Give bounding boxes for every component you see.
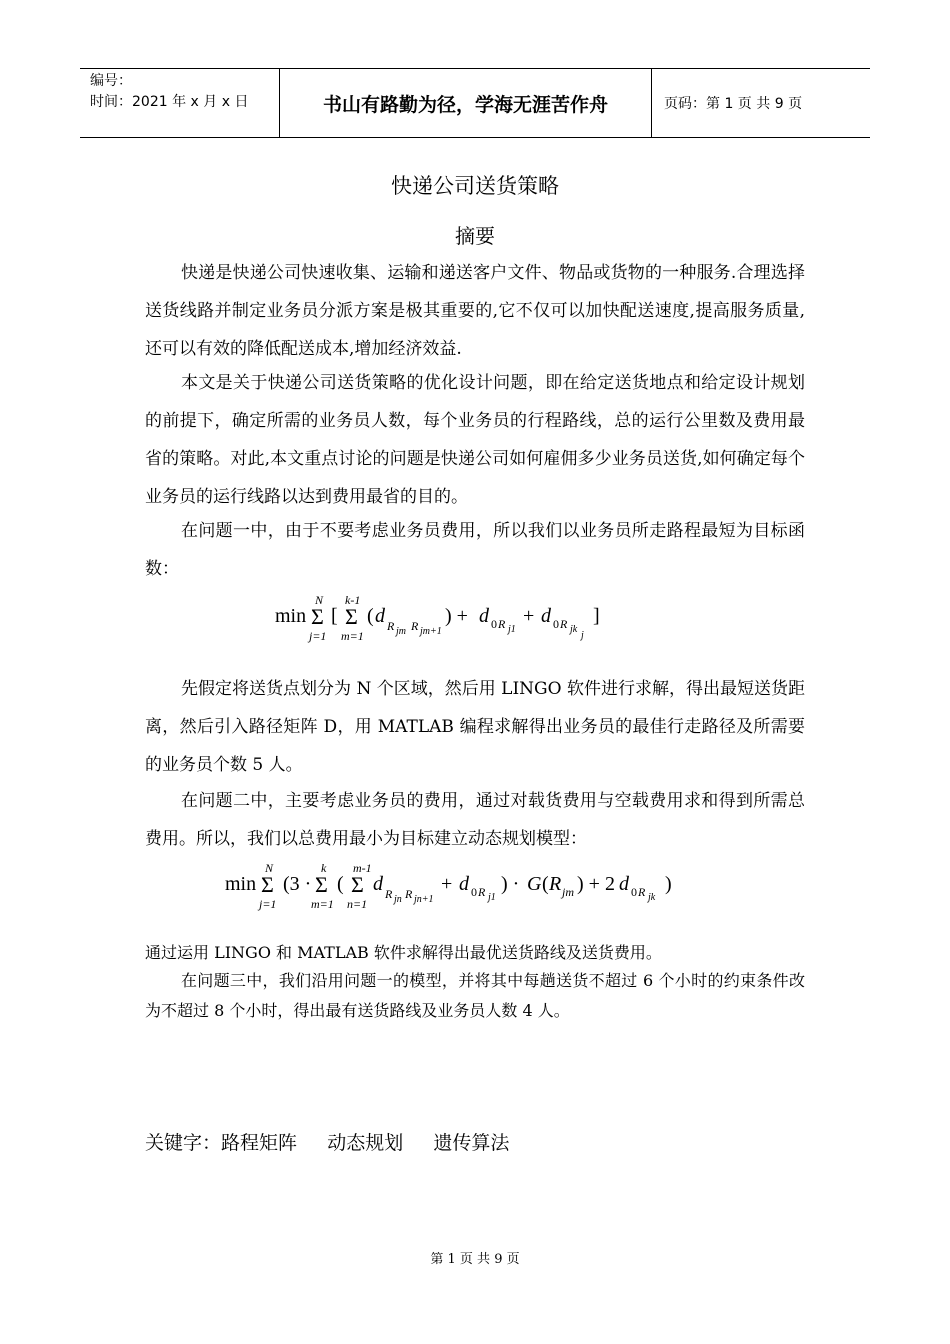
svg-text:R: R [405,887,413,901]
svg-text:R: R [385,887,393,901]
svg-text:jm: jm [396,626,406,637]
svg-text:0: 0 [631,885,637,899]
paragraph-intro: 快递是快递公司快速收集、运输和递送客户文件、物品或货物的一种服务.合理选择送货线路并制定业务员分派方案是极其重要的,它不仅可以加快配送速度,提高服务质量,还可以有效的降低配送成本,增加经济效益. [145,263,805,359]
abstract-heading: 摘要 [455,224,495,248]
svg-text:k: k [321,861,327,875]
svg-text:j=1: j=1 [309,629,327,643]
svg-text:R: R [560,617,568,631]
paragraph-overview: 本文是关于快递公司送货策略的优化设计问题，即在给定送货地点和给定设计规划的前提下，确定所需的业务员人数，每个业务员的行程路线，总的运行公里数及费用最省的策略。对此,本文重点讨论的问题是快递公司如何雇佣多少业务员送货,如何确定每个业务员的运行线路以达到费用最省的目的。 [145,373,805,507]
header-page-label: 页码：第 1 页 共 9 页 [664,96,803,112]
paragraph-problem-one: 在问题一中，由于不要考虑业务员费用，所以我们以业务员所走路程最短为目标函数： [145,521,805,579]
paragraph-solution-one: 先假定将送货点划分为 N 个区域，然后用 LINGO 软件进行求解，得出最短送货距离，然后引入路径矩阵 D，用 MATLAB 编程求解得出业务员的最佳行走路径及所需要的业务员个数 5 人。 [145,679,805,775]
svg-text:j1: j1 [508,624,516,635]
svg-text:]: ] [593,605,600,627]
svg-text:jn+1: jn+1 [414,894,434,905]
svg-text:(: ( [367,605,374,627]
svg-text:d: d [619,873,629,895]
svg-text:R: R [549,873,562,895]
svg-text:n=1: n=1 [347,897,368,911]
svg-text:Σ: Σ [345,604,358,629]
header-motto: 书山有路勤为径，学海无涯苦作舟 [280,69,652,137]
paragraph-problem-two: 在问题二中，主要考虑业务员的费用，通过对载货费用与空载费用求和得到所需总费用。所以，我们以总费用最小为目标建立动态规划模型： [145,791,805,849]
svg-text:jm+1: jm+1 [420,626,442,637]
svg-text:m-1: m-1 [353,861,372,875]
document-title: 快递公司送货策略 [391,174,559,198]
formula-two-svg [215,858,735,918]
header-table [80,68,870,138]
svg-text:Σ: Σ [311,604,324,629]
svg-text:d: d [373,873,383,895]
svg-text:min: min [225,873,257,895]
paragraph-solution-two: 通过运用 LINGO 和 MATLAB 软件求解得出最优送货路线及送货费用。 [145,943,662,962]
svg-text:Σ: Σ [315,872,328,897]
svg-text:d: d [479,605,489,627]
svg-text:j: j [581,630,584,641]
svg-text:jm: jm [562,885,574,899]
svg-text:) +: ) + [445,605,468,627]
number-label: 编号： [90,73,132,89]
svg-text:R: R [411,619,419,633]
svg-text:R: R [387,619,395,633]
svg-text:jk: jk [648,892,656,903]
svg-text:[: [ [331,605,338,627]
svg-text:d: d [541,605,551,627]
svg-text:) ·: ) · [501,873,520,895]
svg-text:R: R [498,617,506,631]
formula-one-svg [265,590,685,650]
svg-text:j=1: j=1 [259,897,277,911]
svg-text:d: d [375,605,385,627]
svg-text:Σ: Σ [261,872,274,897]
svg-text:k-1: k-1 [345,593,361,607]
svg-text:j1: j1 [488,892,496,903]
svg-text:(: ( [542,873,549,895]
svg-text:): ) [665,873,672,895]
formula-objective-two [145,858,805,924]
svg-text:+: + [441,873,453,895]
formula-objective-one [145,590,805,656]
svg-text:R: R [638,885,646,899]
svg-text:m=1: m=1 [311,897,334,911]
svg-text:Σ: Σ [351,872,364,897]
svg-text:) + 2: ) + 2 [577,873,615,895]
svg-text:jn: jn [394,894,402,905]
svg-text:0: 0 [491,617,497,631]
svg-text:R: R [478,885,486,899]
svg-text:d: d [459,873,469,895]
svg-text:(: ( [337,873,344,895]
svg-text:0: 0 [553,617,559,631]
paragraph-problem-three: 在问题三中，我们沿用问题一的模型，并将其中每趟送货不超过 6 个小时的约束条件改为不超过 8 个小时，得出最有送货路线及业务员人数 4 人。 [145,971,805,1020]
svg-text:min: min [275,605,307,627]
svg-text:0: 0 [471,885,477,899]
svg-text:N: N [315,593,324,607]
svg-text:N: N [265,861,274,875]
keywords-line: 关键字：路程矩阵 动态规划 遗传算法 [145,1132,510,1154]
page-footer: 第 1 页 共 9 页 [430,1252,520,1267]
svg-text:G: G [527,873,542,895]
svg-text:+: + [523,605,535,627]
svg-text:jk: jk [570,624,578,635]
svg-text:(3 ·: (3 · [283,873,312,895]
svg-text:m=1: m=1 [341,629,364,643]
date-label: 时间：2021 年 x 月 x 日 [90,94,249,110]
header-left-cell [80,69,280,137]
